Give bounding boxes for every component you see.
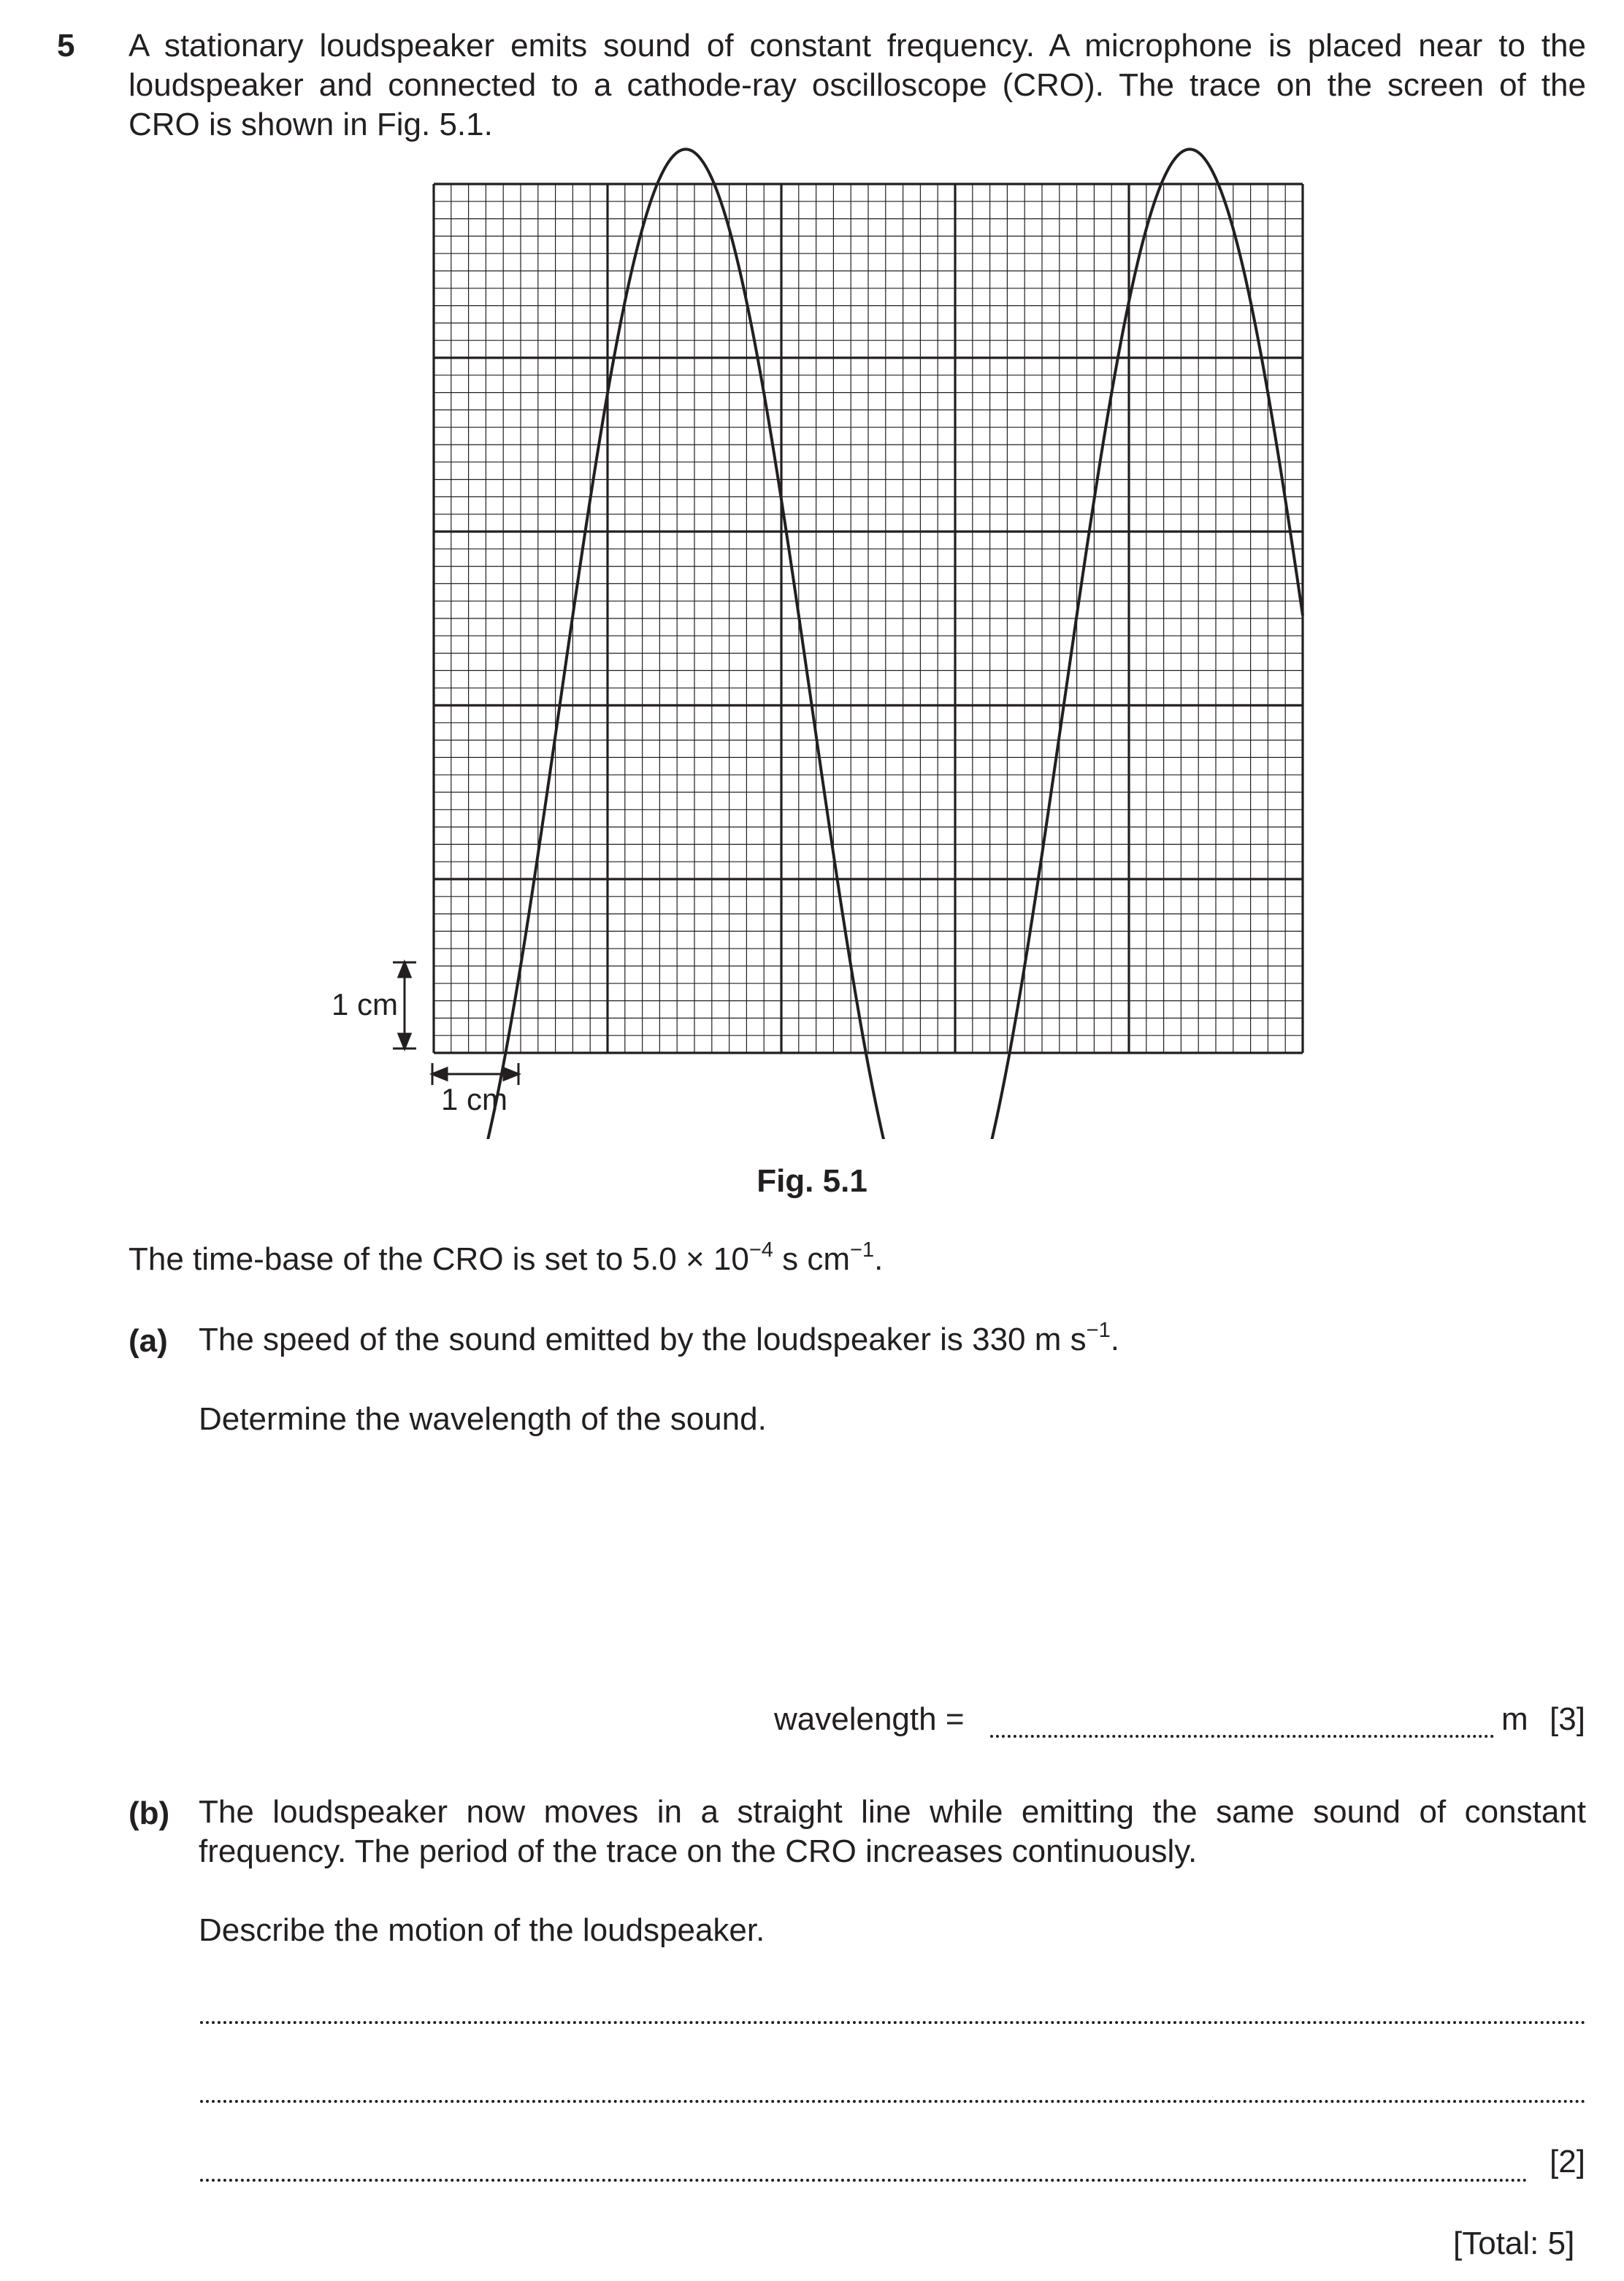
cro-figure: [0, 0, 1624, 1139]
timebase-exponent-2: −1: [850, 1238, 875, 1262]
vertical-scale-label: 1 cm: [332, 987, 399, 1021]
timebase-prefix: The time-base of the CRO is set to 5.0 × 10: [129, 1241, 749, 1277]
part-b-answer-line-2[interactable]: [200, 2100, 1586, 2103]
part-a-instruction: Determine the wavelength of the sound.: [199, 1401, 767, 1437]
arrow-up-icon: [399, 962, 410, 977]
arrow-right-icon: [504, 1068, 518, 1080]
wavelength-label: wavelength =: [774, 1701, 965, 1737]
figure-caption: Fig. 5.1: [757, 1163, 867, 1199]
total-marks: [Total: 5]: [1453, 2226, 1575, 2261]
part-b-line-1: The loudspeaker now moves in a straight line while emitting the same sound of constant: [199, 1794, 1586, 1830]
horizontal-scale-label: 1 cm: [441, 1082, 508, 1116]
part-a-text-suffix: .: [1110, 1322, 1119, 1357]
timebase-unit: s cm: [773, 1241, 851, 1277]
part-b-text: [199, 1793, 1586, 1871]
part-b-label: (b): [129, 1795, 170, 1831]
timebase-statement: [129, 1238, 884, 1278]
part-b-answer-line-1[interactable]: [200, 2021, 1586, 2024]
question-number: 5: [57, 28, 75, 64]
part-b-instruction: Describe the motion of the loudspeaker.: [199, 1912, 765, 1948]
arrow-down-icon: [399, 1034, 410, 1049]
timebase-suffix: .: [874, 1241, 884, 1277]
part-a-text: [199, 1320, 1119, 1363]
minor-grid: [434, 184, 1303, 1053]
part-b-answer-line-3[interactable]: [200, 2179, 1528, 2182]
timebase-exponent-1: −4: [748, 1238, 773, 1262]
part-a-exponent: −1: [1086, 1319, 1111, 1342]
part-a-marks: [3]: [1550, 1701, 1585, 1737]
part-a-label: (a): [129, 1323, 168, 1359]
intro-line-2: loudspeaker and connected to a cathode-ray oscilloscope (CRO). The trace on the screen of the: [129, 67, 1586, 103]
part-b-line-2: frequency. The period of the trace on the CRO increases continuously.: [199, 1833, 1198, 1869]
part-b-marks: [2]: [1550, 2144, 1585, 2180]
wavelength-answer-field[interactable]: [990, 1735, 1494, 1738]
part-a-text-main: The speed of the sound emitted by the loudspeaker is 330 m s: [199, 1322, 1087, 1357]
intro-line-3: CRO is shown in Fig. 5.1.: [129, 107, 493, 142]
wavelength-unit: m: [1501, 1701, 1528, 1737]
arrow-left-icon: [432, 1068, 447, 1080]
intro-line-1: A stationary loudspeaker emits sound of constant frequency. A microphone is placed near to the: [129, 28, 1586, 64]
